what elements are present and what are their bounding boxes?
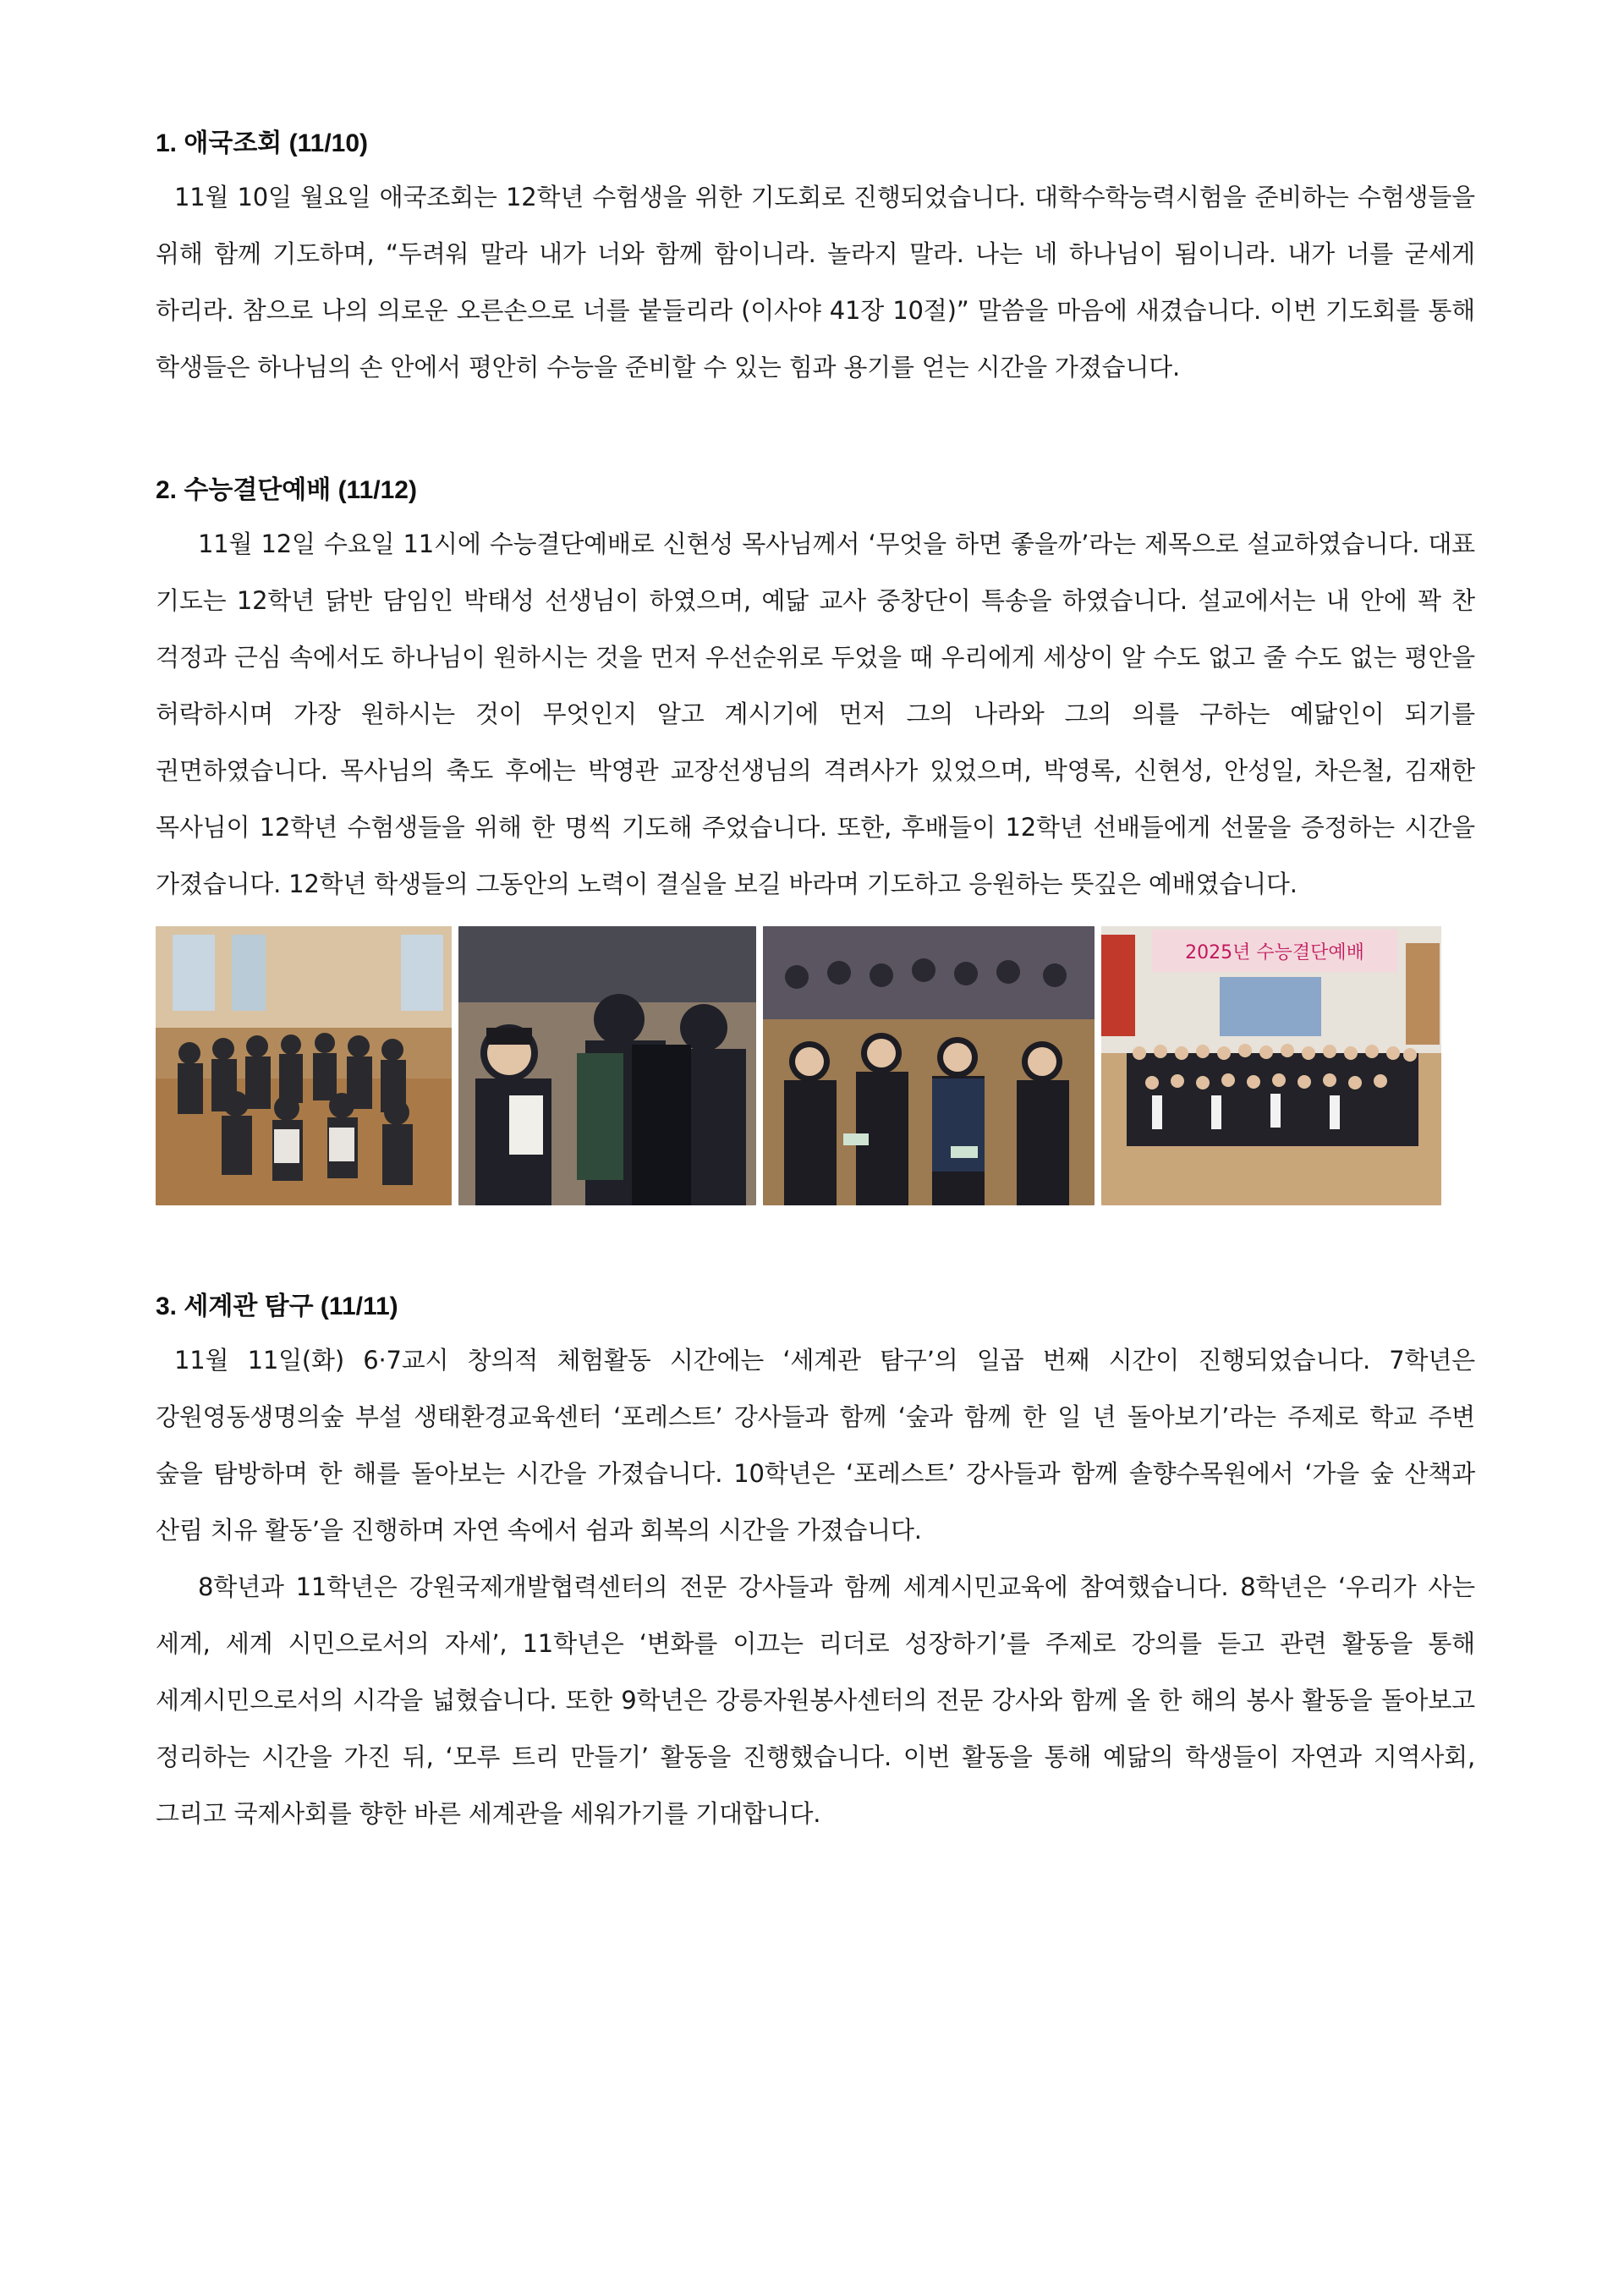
section-title: 2. 수능결단예배 (11/12) xyxy=(156,476,417,504)
photo-group-banner xyxy=(1101,926,1441,1205)
photo-gallery xyxy=(156,926,1475,1205)
banner-text: 2025년 수능결단예배 xyxy=(1185,942,1364,963)
section-title: 3. 세계관 탐구 (11/11) xyxy=(156,1292,398,1320)
section-worldview-exploration xyxy=(156,1290,1475,1842)
section-exam-worship xyxy=(156,474,1475,1205)
section-paragraph: 11월 10일 월요일 애국조회는 12학년 수험생을 위한 기도회로 진행되었습니다. 대학수학능력시험을 준비하는 수험생들을 위해 함께 기도하며, “두려워 말라 내가 너와 함께 함이니라. 놀라지 말라. 나는 네 하나님이 됨이니라. 내가 너를 굳세게 하리라. 참으로 나의 의로운 오른손으로 너를 붙들리라 (이사야 41장 10절)” 말씀을 마음에 새겼습니다. 이번 기도회를 통해 학생들은 하나님의 손 안에서 평안히 수능을 준비할 수 있는 힘과 용기를 얻는 시간을 가졌습니다. xyxy=(156,183,1475,381)
section-paragraph: 11월 11일(화) 6·7교시 창의적 체험활동 시간에는 ‘세계관 탐구’의 일곱 번째 시간이 진행되었습니다. 7학년은 강원영동생명의숲 부설 생태환경교육센터 ‘포레스트’ 강사들과 함께 ‘숲과 함께 한 일 년 돌아보기’라는 주제로 학교 주변 숲을 탐방하며 한 해를 돌아보는 시간을 가졌습니다. 10학년은 ‘포레스트’ 강사들과 함께 솔향수목원에서 ‘가을 숲 산책과 산림 치유 활동’을 진행하며 자연 속에서 쉼과 회복의 시간을 가졌습니다. xyxy=(156,1346,1475,1545)
section-paragraph: 8학년과 11학년은 강원국제개발협력센터의 전문 강사들과 함께 세계시민교육에 참여했습니다. 8학년은 ‘우리가 사는 세계, 세계 시민으로서의 자세’, 11학년은 ‘변화를 이끄는 리더로 성장하기’를 주제로 강의를 듣고 관련 활동을 통해 세계시민으로서의 시각을 넓혔습니다. 또한 9학년은 강릉자원봉사센터의 전문 강사와 함께 올 한 해의 봉사 활동을 돌아보고 정리하는 시간을 가진 뒤, ‘모루 트리 만들기’ 활동을 진행했습니다. 이번 활동을 통해 예닮의 학생들이 자연과 지역사회, 그리고 국제사회를 향한 바른 세계관을 세워가기를 기대합니다. xyxy=(156,1572,1475,1828)
photo-pastor-praying xyxy=(458,926,756,1205)
section-patriotic-assembly xyxy=(156,127,1475,396)
section-paragraph: 11월 12일 수요일 11시에 수능결단예배로 신현성 목사님께서 ‘무엇을 하면 좋을까’라는 제목으로 설교하였습니다. 대표 기도는 12학년 닭반 담임인 박태성 선생님이 하였으며, 예닮 교사 중창단이 특송을 하였습니다. 설교에서는 내 안에 꽉 찬 걱정과 근심 속에서도 하나님이 원하시는 것을 먼저 우선순위로 두었을 때 우리에게 세상이 알 수도 없고 줄 수도 없는 평안을 허락하시며 가장 원하시는 것이 무엇인지 알고 계시기에 먼저 그의 나라와 그의 의를 구하는 예닮인이 되기를 권면하였습니다. 목사님의 축도 후에는 박영관 교장선생님의 격려사가 있었으며, 박영록, 신현성, 안성일, 차은철, 김재한 목사님이 12학년 수험생들을 위해 한 명씩 기도해 주었습니다. 또한, 후배들이 12학년 선배들에게 선물을 증정하는 시간을 가졌습니다. 12학년 학생들의 그동안의 노력이 결실을 보길 바라며 기도하고 응원하는 뜻깊은 예배였습니다. xyxy=(156,530,1475,898)
photo-students-seated xyxy=(156,926,452,1205)
photo-students-booklets xyxy=(763,926,1095,1205)
newsletter-page xyxy=(156,127,1475,1842)
section-title: 1. 애국조회 (11/10) xyxy=(156,129,369,157)
